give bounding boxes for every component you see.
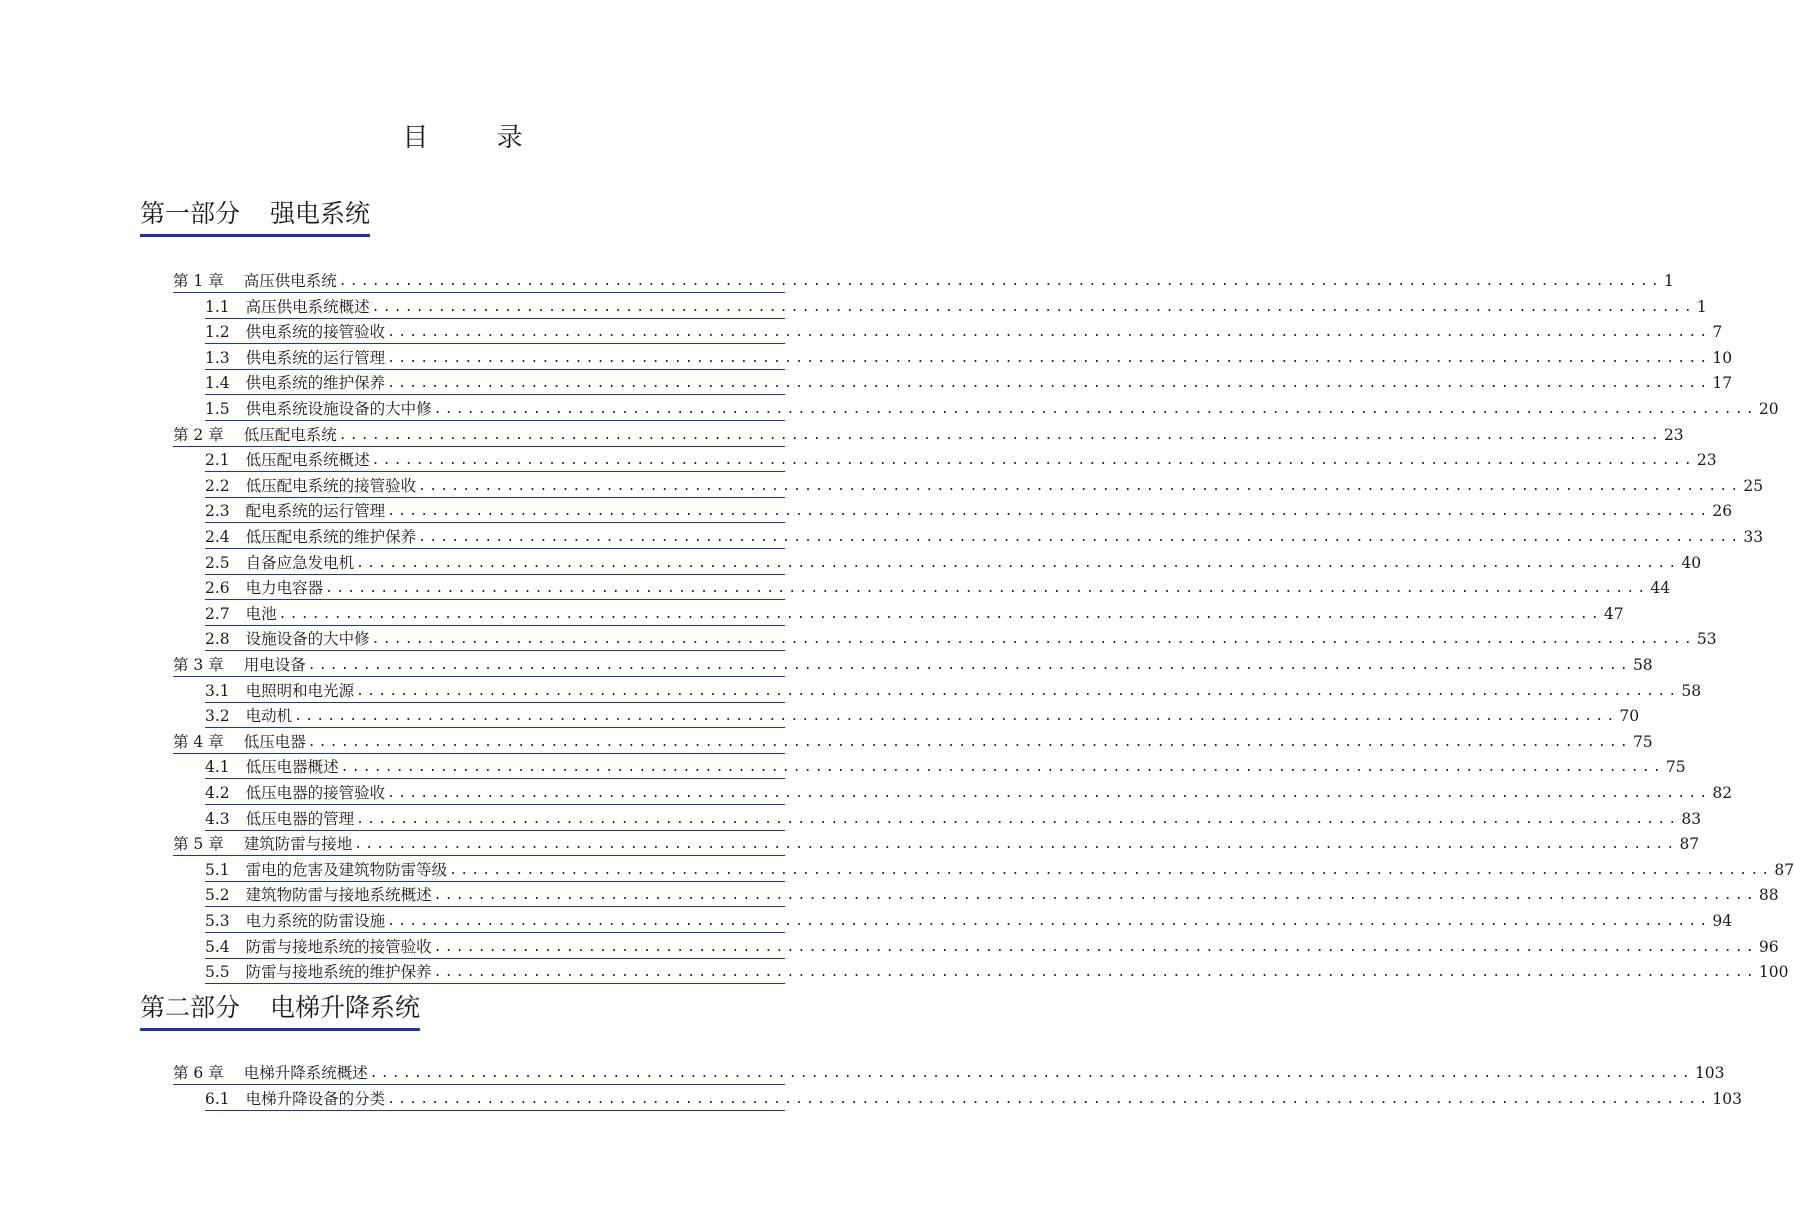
- entry-title: 低压配电系统的接管验收: [245, 477, 417, 495]
- dot-leader: ........................................................................................................................: [307, 658, 1631, 673]
- dot-leader: ........................................................................................................................: [387, 1092, 1711, 1107]
- entry-page-number: 58: [1681, 682, 1702, 700]
- dot-leader: ........................................................................................................................: [371, 632, 1695, 647]
- entry-page-number: 103: [1694, 1064, 1725, 1082]
- entry-number: 第 5 章: [173, 835, 224, 853]
- toc-section-entry[interactable]: [205, 680, 1702, 703]
- entry-number: 2.8: [205, 630, 230, 648]
- part-number: 第二部分: [140, 993, 241, 1022]
- toc-section-entry[interactable]: [205, 808, 1702, 831]
- entry-page-number: 10: [1712, 349, 1733, 367]
- entry-title: 供电系统的接管验收: [245, 323, 386, 341]
- entry-title: 电动机: [245, 707, 293, 725]
- entry-title: 高压供电系统概述: [245, 298, 370, 316]
- toc-section-entry[interactable]: [205, 577, 1671, 600]
- dot-leader: ........................................................................................................................: [371, 453, 1695, 468]
- entry-number: 6.1: [205, 1090, 230, 1108]
- entry-number: 5.4: [205, 938, 230, 956]
- part-heading[interactable]: [140, 197, 370, 237]
- entry-page-number: 20: [1758, 400, 1779, 418]
- entry-number: 2.3: [205, 502, 230, 520]
- entry-page-number: 75: [1632, 733, 1653, 751]
- dot-leader: ........................................................................................................................: [418, 479, 1742, 494]
- entry-title: 电力系统的防雷设施: [245, 912, 386, 930]
- entry-title: 低压电器的接管验收: [245, 784, 386, 802]
- entry-number: 1.2: [205, 323, 230, 341]
- entry-title: 供电系统设施设备的大中修: [245, 400, 432, 418]
- part-name: 电梯升降系统: [270, 993, 421, 1022]
- entry-page-number: 87: [1774, 861, 1794, 879]
- entry-number: 1.3: [205, 349, 230, 367]
- toc-section-entry[interactable]: [205, 936, 1779, 959]
- toc-section-entry[interactable]: [205, 500, 1733, 523]
- dot-leader: ........................................................................................................................: [387, 504, 1711, 519]
- part-heading[interactable]: [140, 991, 420, 1031]
- toc-section-entry[interactable]: [205, 449, 1717, 472]
- entry-title: 低压配电系统的维护保养: [245, 528, 417, 546]
- part-name: 强电系统: [270, 199, 371, 228]
- entry-title: 供电系统的维护保养: [245, 374, 386, 392]
- entry-title: 供电系统的运行管理: [245, 349, 386, 367]
- entry-number: 1.5: [205, 400, 230, 418]
- toc-chapter-entry[interactable]: [173, 424, 1684, 447]
- entry-number: 第 4 章: [173, 733, 224, 751]
- dot-leader: ........................................................................................................................: [433, 940, 1757, 955]
- entry-title: 建筑防雷与接地: [243, 835, 353, 853]
- entry-title: 低压配电系统: [243, 426, 337, 444]
- entry-page-number: 75: [1665, 758, 1686, 776]
- entry-number: 2.7: [205, 605, 230, 623]
- toc-section-entry[interactable]: [205, 628, 1717, 651]
- entry-number: 第 2 章: [173, 426, 224, 444]
- entry-page-number: 40: [1681, 554, 1702, 572]
- entry-number: 4.2: [205, 784, 230, 802]
- toc-section-entry[interactable]: [205, 705, 1640, 728]
- entry-number: 第 6 章: [173, 1064, 224, 1082]
- dot-leader: ........................................................................................................................: [433, 965, 1757, 980]
- dot-leader: ........................................................................................................................: [449, 863, 1773, 878]
- dot-leader: ........................................................................................................................: [387, 914, 1711, 929]
- entry-page-number: 47: [1603, 605, 1624, 623]
- entry-title: 用电设备: [243, 656, 306, 674]
- entry-page-number: 25: [1743, 477, 1764, 495]
- entry-title: 低压电器概述: [245, 758, 339, 776]
- toc-section-entry[interactable]: [205, 552, 1702, 575]
- entry-page-number: 96: [1758, 938, 1779, 956]
- entry-title: 雷电的危害及建筑物防雷等级: [245, 861, 448, 879]
- entry-number: 3.2: [205, 707, 230, 725]
- entry-page-number: 17: [1712, 374, 1733, 392]
- dot-leader: ........................................................................................................................: [356, 556, 1680, 571]
- toc-section-entry[interactable]: [205, 910, 1733, 933]
- entry-title: 防雷与接地系统的维护保养: [245, 963, 432, 981]
- entry-title: 建筑物防雷与接地系统概述: [245, 886, 432, 904]
- entry-page-number: 26: [1712, 502, 1733, 520]
- entry-number: 2.4: [205, 528, 230, 546]
- toc-section-entry[interactable]: [205, 321, 1723, 344]
- toc-section-entry[interactable]: [205, 347, 1733, 370]
- entry-page-number: 94: [1712, 912, 1733, 930]
- entry-page-number: 103: [1712, 1090, 1742, 1108]
- entry-title: 电力电容器: [245, 579, 324, 597]
- entry-number: 第 1 章: [173, 272, 224, 290]
- entry-page-number: 44: [1650, 579, 1671, 597]
- entry-page-number: 70: [1619, 707, 1640, 725]
- entry-page-number: 100: [1758, 963, 1789, 981]
- entry-page-number: 23: [1663, 426, 1684, 444]
- toc-section-entry[interactable]: [205, 859, 1794, 882]
- entry-title: 高压供电系统: [243, 272, 337, 290]
- entry-page-number: 53: [1696, 630, 1717, 648]
- entry-number: 4.3: [205, 810, 230, 828]
- toc-section-entry[interactable]: [205, 296, 1707, 319]
- dot-leader: ........................................................................................................................: [294, 709, 1618, 724]
- entry-number: 5.5: [205, 963, 230, 981]
- dot-leader: ........................................................................................................................: [387, 786, 1711, 801]
- toc-section-entry[interactable]: [205, 603, 1624, 626]
- toc-section-entry[interactable]: [205, 961, 1789, 984]
- toc-section-entry[interactable]: [205, 782, 1733, 805]
- entry-title: 低压电器: [243, 733, 306, 751]
- dot-leader: ........................................................................................................................: [369, 1066, 1693, 1081]
- dot-leader: ........................................................................................................................: [325, 581, 1649, 596]
- dot-leader: ........................................................................................................................: [418, 530, 1742, 545]
- dot-leader: ........................................................................................................................: [278, 607, 1602, 622]
- entry-title: 防雷与接地系统的接管验收: [245, 938, 432, 956]
- dot-leader: ........................................................................................................................: [356, 684, 1680, 699]
- toc-chapter-entry[interactable]: [173, 654, 1653, 677]
- entry-title: 电梯升降系统概述: [243, 1064, 368, 1082]
- toc-section-entry[interactable]: [205, 475, 1764, 498]
- entry-number: 第 3 章: [173, 656, 224, 674]
- dot-leader: ........................................................................................................................: [433, 402, 1757, 417]
- entry-number: 5.2: [205, 886, 230, 904]
- entry-number: 2.2: [205, 477, 230, 495]
- dot-leader: ........................................................................................................................: [387, 325, 1711, 340]
- entry-title: 设施设备的大中修: [245, 630, 370, 648]
- toc-chapter-entry[interactable]: [173, 270, 1674, 293]
- entry-page-number: 33: [1743, 528, 1764, 546]
- dot-leader: ........................................................................................................................: [354, 837, 1678, 852]
- dot-leader: ........................................................................................................................: [340, 760, 1664, 775]
- part-number: 第一部分: [140, 199, 241, 228]
- entry-page-number: 1: [1696, 298, 1707, 316]
- entry-title: 电梯升降设备的分类: [245, 1090, 386, 1108]
- entry-number: 1.1: [205, 298, 230, 316]
- entry-title: 电池: [245, 605, 277, 623]
- entry-page-number: 88: [1758, 886, 1779, 904]
- entry-page-number: 58: [1632, 656, 1653, 674]
- entry-number: 3.1: [205, 682, 230, 700]
- dot-leader: ........................................................................................................................: [387, 351, 1711, 366]
- entry-number: 5.1: [205, 861, 230, 879]
- entry-number: 4.1: [205, 758, 230, 776]
- toc-section-entry[interactable]: [205, 756, 1686, 779]
- entry-title: 自备应急发电机: [245, 554, 355, 572]
- toc-section-entry[interactable]: [205, 884, 1779, 907]
- entry-page-number: 7: [1712, 323, 1723, 341]
- toc-chapter-entry[interactable]: [173, 731, 1653, 754]
- dot-leader: ........................................................................................................................: [371, 300, 1695, 315]
- toc-section-entry[interactable]: [205, 526, 1764, 549]
- page-title: 目 录: [402, 123, 553, 153]
- toc-section-entry[interactable]: [205, 372, 1733, 395]
- entry-page-number: 23: [1696, 451, 1717, 469]
- toc-section-entry[interactable]: [205, 398, 1779, 421]
- toc-section-entry[interactable]: [205, 1088, 1742, 1111]
- entry-number: 1.4: [205, 374, 230, 392]
- dot-leader: ........................................................................................................................: [338, 428, 1662, 443]
- entry-title: 低压电器的管理: [245, 810, 355, 828]
- entry-number: 5.3: [205, 912, 230, 930]
- entry-number: 2.1: [205, 451, 230, 469]
- entry-number: 2.5: [205, 554, 230, 572]
- dot-leader: ........................................................................................................................: [307, 735, 1631, 750]
- entry-page-number: 82: [1712, 784, 1733, 802]
- toc-chapter-entry[interactable]: [173, 1062, 1725, 1085]
- entry-page-number: 83: [1681, 810, 1702, 828]
- entry-page-number: 1: [1663, 272, 1674, 290]
- dot-leader: ........................................................................................................................: [433, 888, 1757, 903]
- entry-page-number: 87: [1679, 835, 1700, 853]
- dot-leader: ........................................................................................................................: [387, 376, 1711, 391]
- dot-leader: ........................................................................................................................: [356, 812, 1680, 827]
- entry-title: 配电系统的运行管理: [245, 502, 386, 520]
- entry-number: 2.6: [205, 579, 230, 597]
- dot-leader: ........................................................................................................................: [338, 274, 1662, 289]
- entry-title: 低压配电系统概述: [245, 451, 370, 469]
- toc-chapter-entry[interactable]: [173, 833, 1700, 856]
- entry-title: 电照明和电光源: [245, 682, 355, 700]
